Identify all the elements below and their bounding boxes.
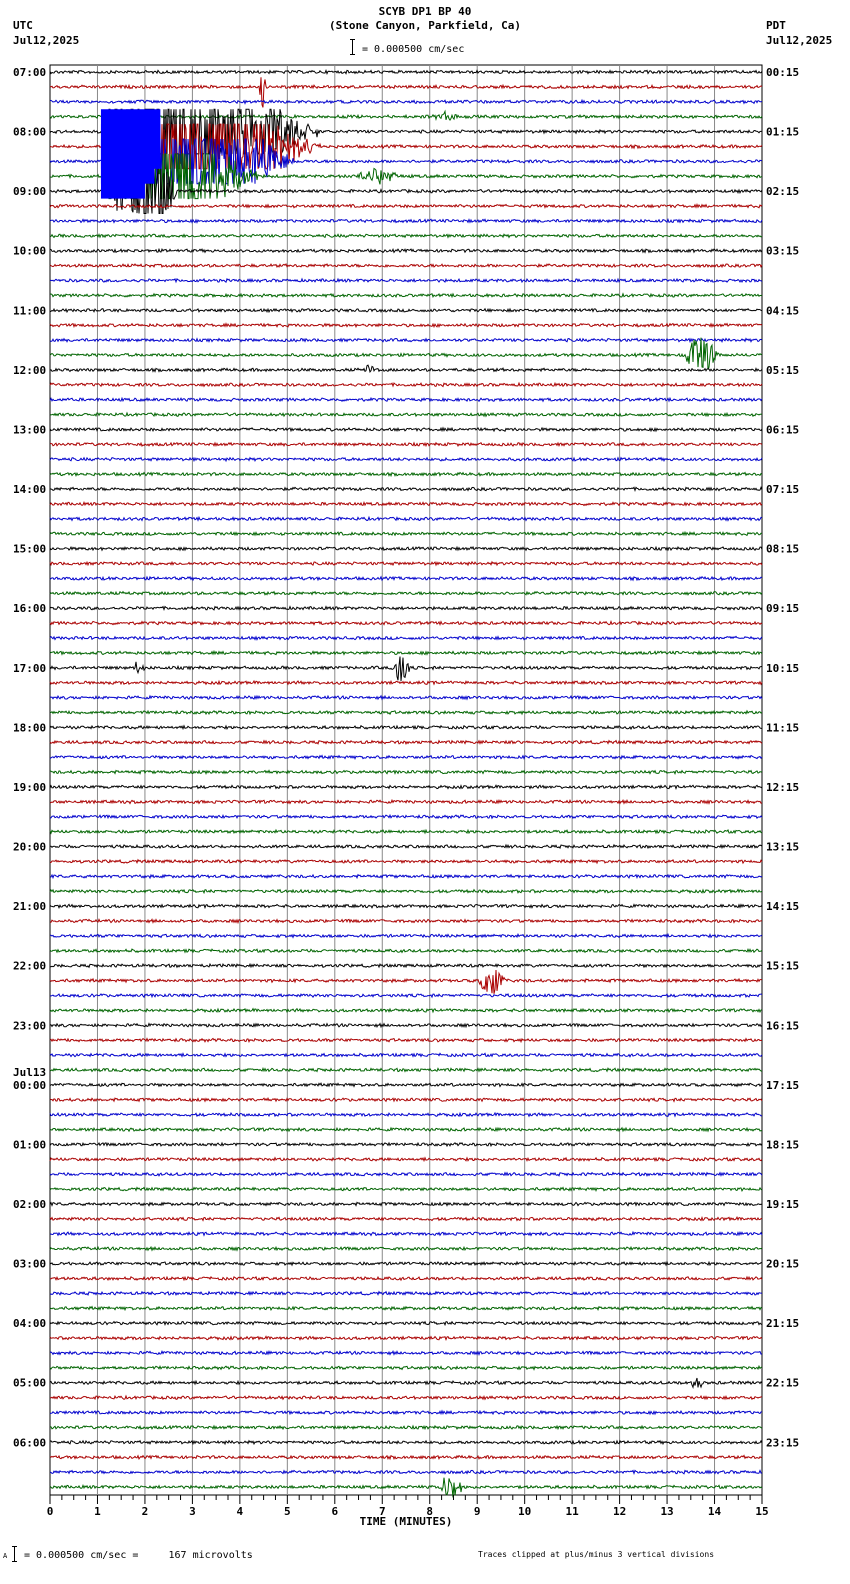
trace-11 <box>50 234 762 237</box>
trace-67 <box>50 1068 762 1071</box>
trace-75 <box>50 1188 762 1191</box>
trace-29 <box>50 502 762 505</box>
right-hour-label: 06:15 <box>766 423 800 437</box>
left-hour-label: 08:00 <box>13 125 47 139</box>
trace-24 <box>50 428 762 431</box>
left-hour-label: 13:00 <box>13 423 47 437</box>
x-tick-label: 14 <box>707 1505 722 1518</box>
trace-62 <box>50 994 762 997</box>
trace-52 <box>50 845 762 848</box>
x-tick-label: 15 <box>755 1505 769 1518</box>
trace-46 <box>50 756 762 759</box>
trace-85 <box>50 1336 762 1339</box>
trace-45 <box>50 741 762 744</box>
trace-54 <box>50 875 762 878</box>
trace-93 <box>50 1456 762 1459</box>
trace-91 <box>50 1426 762 1429</box>
trace-72 <box>50 1143 762 1146</box>
right-hour-label: 16:15 <box>766 1019 800 1033</box>
trace-21 <box>50 383 762 386</box>
x-tick-label: 1 <box>94 1505 101 1518</box>
left-hour-label: 16:00 <box>13 602 47 616</box>
trace-63 <box>50 1009 762 1012</box>
left-hour-label: 14:00 <box>13 483 47 497</box>
trace-15 <box>50 294 762 297</box>
trace-60 <box>50 964 762 967</box>
trace-10 <box>50 219 762 222</box>
trace-0 <box>50 70 762 73</box>
trace-22 <box>50 398 762 401</box>
x-axis-label: TIME (MINUTES) <box>359 1515 453 1528</box>
trace-13 <box>50 264 762 267</box>
trace-55 <box>50 890 762 893</box>
trace-57 <box>50 919 762 922</box>
trace-43 <box>50 711 762 714</box>
right-hour-label: 00:15 <box>766 66 800 79</box>
left-hour-label: 07:00 <box>13 66 47 79</box>
trace-70 <box>50 1113 762 1116</box>
right-hour-label: 03:15 <box>766 244 800 258</box>
trace-48 <box>50 785 762 788</box>
traces <box>50 70 762 1497</box>
left-hour-label: 22:00 <box>13 959 47 973</box>
trace-42 <box>50 696 762 699</box>
left-hour-label: 01:00 <box>13 1138 47 1152</box>
trace-25 <box>50 443 762 446</box>
trace-14 <box>50 279 762 282</box>
right-hour-label: 11:15 <box>766 721 800 735</box>
trace-50 <box>50 815 762 818</box>
trace-23 <box>50 413 762 416</box>
trace-40 <box>50 657 762 682</box>
trace-84 <box>50 1322 762 1325</box>
left-hour-label: 04:00 <box>13 1317 47 1331</box>
trace-30 <box>50 517 762 520</box>
left-hour-label: 03:00 <box>13 1257 47 1271</box>
x-tick-label: 0 <box>46 1505 54 1518</box>
trace-87 <box>50 1366 762 1369</box>
right-hour-label: 17:15 <box>766 1078 800 1092</box>
trace-26 <box>50 458 762 461</box>
trace-51 <box>50 830 762 833</box>
left-hour-label: 20:00 <box>13 840 47 854</box>
time-axis <box>47 1495 769 1528</box>
x-tick-label: 10 <box>518 1505 532 1518</box>
right-hour-label: 10:15 <box>766 661 800 675</box>
trace-35 <box>50 592 762 595</box>
trace-58 <box>50 934 762 937</box>
trace-34 <box>50 577 762 580</box>
trace-47 <box>50 771 762 774</box>
x-tick-label: 3 <box>189 1505 196 1518</box>
trace-39 <box>50 651 762 654</box>
trace-49 <box>50 800 762 803</box>
trace-66 <box>50 1053 762 1056</box>
trace-79 <box>50 1247 762 1250</box>
right-hour-label: 09:15 <box>766 602 800 616</box>
left-hour-label: 21:00 <box>13 900 47 914</box>
right-hour-label: 01:15 <box>766 125 800 139</box>
x-tick-label: 8 <box>426 1505 434 1518</box>
right-hour-label: 12:15 <box>766 780 800 794</box>
trace-56 <box>50 904 762 907</box>
trace-59 <box>50 949 762 952</box>
grid <box>50 65 762 1495</box>
x-tick-label: 5 <box>284 1505 291 1518</box>
right-hour-label: 07:15 <box>766 483 800 497</box>
trace-12 <box>50 249 762 252</box>
trace-89 <box>50 1396 762 1399</box>
trace-82 <box>50 1292 762 1295</box>
chart-title: SCYB DP1 BP 40 <box>378 5 472 18</box>
trace-69 <box>50 1098 762 1101</box>
left-hour-label: 11:00 <box>13 304 47 318</box>
right-timezone: PDT <box>766 19 786 32</box>
clipped-event-block <box>101 154 145 199</box>
right-hour-label: 14:15 <box>766 900 800 914</box>
left-hour-label: 06:00 <box>13 1436 47 1450</box>
left-hour-label: 09:00 <box>13 185 47 199</box>
trace-92 <box>50 1441 762 1444</box>
trace-19 <box>50 338 762 370</box>
trace-68 <box>50 1083 762 1086</box>
trace-90 <box>50 1411 762 1414</box>
chart-subtitle: (Stone Canyon, Parkfield, Ca) <box>328 19 522 32</box>
trace-2 <box>50 100 762 103</box>
right-hour-label: 04:15 <box>766 304 800 318</box>
right-hour-label: 13:15 <box>766 840 800 854</box>
left-hour-label: 23:00 <box>13 1019 47 1033</box>
right-date: Jul12,2025 <box>766 34 833 47</box>
trace-65 <box>50 1039 762 1042</box>
left-hour-label: 02:00 <box>13 1198 47 1211</box>
x-tick-label: 4 <box>236 1505 244 1518</box>
x-tick-label: 7 <box>378 1505 386 1518</box>
x-tick-label: 6 <box>331 1505 339 1518</box>
left-hour-label: 19:00 <box>13 780 47 794</box>
trace-17 <box>50 324 762 327</box>
trace-86 <box>50 1351 762 1354</box>
x-tick-label: 12 <box>612 1505 627 1518</box>
right-hour-label: 23:15 <box>766 1436 800 1450</box>
trace-80 <box>50 1262 762 1265</box>
trace-76 <box>50 1202 762 1205</box>
trace-28 <box>50 487 762 490</box>
left-hour-label: 17:00 <box>13 661 47 675</box>
trace-78 <box>50 1232 762 1235</box>
right-hour-label: 18:15 <box>766 1138 800 1152</box>
trace-20 <box>50 365 762 372</box>
left-hour-label: 05:00 <box>13 1376 47 1390</box>
x-tick-label: 2 <box>141 1505 149 1518</box>
right-hour-label: 02:15 <box>766 185 800 199</box>
trace-61 <box>50 970 762 994</box>
trace-32 <box>50 547 762 550</box>
right-hour-label: 08:15 <box>766 542 800 556</box>
trace-74 <box>50 1173 762 1176</box>
left-hour-label: 12:00 <box>13 363 47 377</box>
right-hour-label: 05:15 <box>766 363 800 377</box>
footer-scale-bar-icon <box>12 1546 17 1562</box>
right-hour-label: 22:15 <box>766 1376 800 1390</box>
left-hour-label: 10:00 <box>13 244 47 258</box>
x-tick-label: 9 <box>473 1505 481 1518</box>
trace-9 <box>50 205 762 208</box>
right-hour-label: 15:15 <box>766 959 800 973</box>
trace-37 <box>50 622 762 625</box>
trace-38 <box>50 636 762 639</box>
trace-83 <box>50 1307 762 1310</box>
plot-frame <box>50 65 762 1495</box>
trace-88 <box>50 1378 762 1387</box>
x-tick-label: 11 <box>565 1505 579 1518</box>
right-hour-label: 21:15 <box>766 1317 800 1331</box>
trace-53 <box>50 860 762 863</box>
trace-44 <box>50 726 762 729</box>
trace-77 <box>50 1217 762 1220</box>
trace-31 <box>50 532 762 535</box>
left-date: Jul12,2025 <box>13 34 80 47</box>
trace-73 <box>50 1158 762 1161</box>
right-hour-label: 19:15 <box>766 1198 800 1211</box>
trace-18 <box>50 339 762 342</box>
left-hour-label: 15:00 <box>13 542 47 556</box>
trace-64 <box>50 1024 762 1027</box>
clip-note: Traces clipped at plus/minus 3 vertical divisions <box>478 1550 715 1559</box>
left-hour-label: 18:00 <box>13 721 47 735</box>
day-change-label: Jul13 <box>13 1065 47 1079</box>
trace-33 <box>50 562 762 565</box>
trace-41 <box>50 681 762 684</box>
left-timezone: UTC <box>13 19 33 32</box>
scale-label: = 0.000500 cm/sec <box>362 44 465 55</box>
footer-scale-label: = 0.000500 cm/sec = 167 microvolts <box>24 1550 253 1561</box>
trace-16 <box>50 309 762 312</box>
x-tick-label: 13 <box>660 1505 674 1518</box>
right-hour-label: 20:15 <box>766 1257 800 1271</box>
trace-71 <box>50 1128 762 1131</box>
left-hour-label: 00:00 <box>13 1078 47 1092</box>
trace-95 <box>50 1478 762 1498</box>
footer-scale-prefix: A <box>3 1552 8 1560</box>
trace-81 <box>50 1277 762 1280</box>
trace-27 <box>50 473 762 476</box>
trace-36 <box>50 607 762 610</box>
trace-94 <box>50 1470 762 1473</box>
